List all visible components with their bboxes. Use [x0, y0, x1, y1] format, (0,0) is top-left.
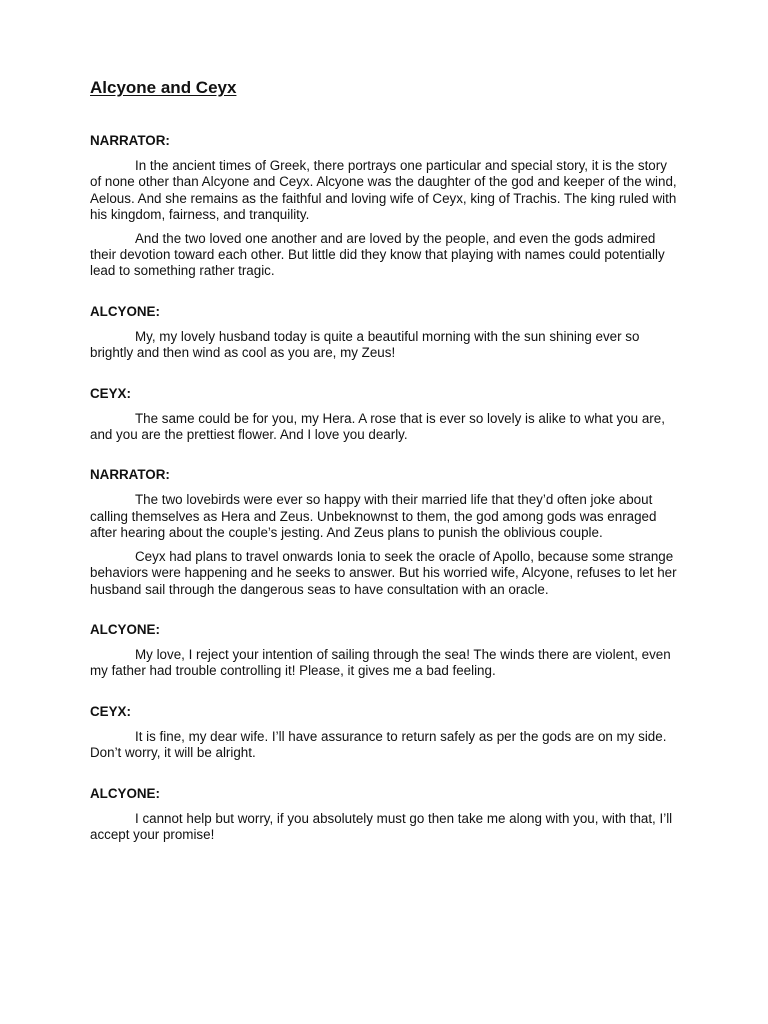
dialogue-section	[90, 304, 680, 362]
paragraph: The same could be for you, my Hera. A rose that is ever so lovely is alike to what you are, and you are the prettiest flower. And I love you dearly.	[90, 410, 665, 443]
document-title: Alcyone and Ceyx	[90, 78, 237, 97]
speaker-label: CEYX:	[90, 703, 131, 719]
paragraph: It is fine, my dear wife. I’ll have assurance to return safely as per the gods are on my side. Don’t worry, it will be alright.	[90, 728, 667, 761]
dialogue-section	[90, 704, 680, 762]
paragraph: My, my lovely husband today is quite a beautiful morning with the sun shining ever so brightly and then wind as cool as you are, my Zeus!	[90, 328, 640, 361]
paragraph: Ceyx had plans to travel onwards Ionia to seek the oracle of Apollo, because some strange behaviors were happening and he seeks to answer. But his worried wife, Alcyone, refuses to let her husband sail through the dangerous seas to have consultation with an oracle.	[90, 548, 677, 597]
dialogue-section	[90, 786, 680, 844]
speaker-label: ALCYONE:	[90, 621, 160, 637]
speaker-label: CEYX:	[90, 385, 131, 401]
paragraph: The two lovebirds were ever so happy with their married life that they’d often joke about calling themselves as Hera and Zeus. Unbeknownst to them, the god among gods was enraged after hearing about the couple’s jesting. And Zeus plans to punish the oblivious couple.	[90, 492, 657, 541]
speaker-label: NARRATOR:	[90, 467, 170, 483]
paragraph: And the two loved one another and are loved by the people, and even the gods admired their devotion toward each other. But little did they know that playing with names could potentially lead to something rather tragic.	[90, 230, 665, 279]
dialogue-section	[90, 133, 680, 280]
paragraph: In the ancient times of Greek, there portrays one particular and special story, it is the story of none other than Alcyone and Ceyx. Alcyone was the daughter of the god and keeper of the wind, Aelous. And she remains as the faithful and loving wife of Ceyx, king of Trachis. The king ruled with his kingdom, fairness, and tranquility.	[90, 158, 677, 223]
dialogue-section	[90, 622, 680, 680]
speaker-label: ALCYONE:	[90, 785, 160, 801]
document-page	[90, 78, 680, 867]
paragraph: I cannot help but worry, if you absolutely must go then take me along with you, with that, I’ll accept your promise!	[90, 810, 673, 842]
dialogue-section	[90, 467, 680, 597]
dialogue-section	[90, 386, 680, 444]
speaker-label: NARRATOR:	[90, 133, 170, 148]
speaker-label: ALCYONE:	[90, 303, 160, 319]
paragraph: My love, I reject your intention of sailing through the sea! The winds there are violent, even my father had trouble controlling it! Please, it gives me a bad feeling.	[90, 646, 671, 679]
